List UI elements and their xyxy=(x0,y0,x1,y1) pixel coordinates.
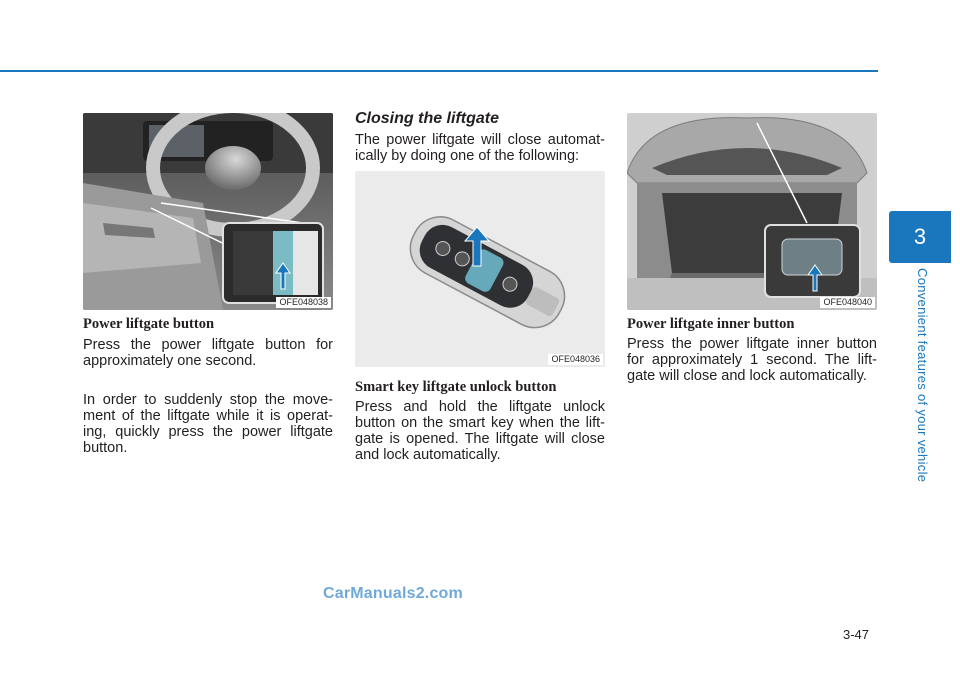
figure-code: OFE048036 xyxy=(548,354,603,365)
smart-key-heading: Smart key liftgate unlock button xyxy=(355,379,557,395)
inner-button-photo xyxy=(627,113,877,310)
paragraph-press: Press the power liftgate button for approximately one second. xyxy=(83,337,333,369)
dashboard-illustration xyxy=(83,113,333,310)
power-liftgate-button-heading: Power liftgate button xyxy=(83,316,215,332)
chapter-number: 3 xyxy=(913,224,927,249)
smart-key-paragraph: Press and hold the liftgate unlock button on the smart key when the lift-gate is opened. The liftgate will close and lock automatically. xyxy=(355,399,605,463)
figure-code: OFE048038 xyxy=(276,297,331,308)
inner-button-paragraph: Press the power liftgate inner button for approximately 1 second. The lift-gate will close and lock automatically. xyxy=(627,336,877,384)
inner-button-heading: Power liftgate inner button xyxy=(627,316,795,332)
page-number: 3-47 xyxy=(843,627,870,642)
smart-key-photo xyxy=(355,171,605,367)
paragraph-stop: In order to suddenly stop the move-ment of the liftgate while it is operat-ing, quickly press the power liftgate button. xyxy=(83,392,333,456)
chapter-tab[interactable] xyxy=(889,211,951,263)
liftgate-illustration xyxy=(627,113,877,310)
chapter-title: Convenient features of your vehicle xyxy=(915,268,930,483)
closing-intro: The power liftgate will close automat-ically by doing one of the following: xyxy=(355,132,605,164)
figure-code: OFE048040 xyxy=(820,297,875,308)
power-liftgate-button-photo xyxy=(83,113,333,310)
smart-key-illustration xyxy=(355,171,605,367)
watermark-link[interactable]: CarManuals2.com xyxy=(323,585,463,602)
closing-liftgate-title: Closing the liftgate xyxy=(355,110,499,127)
header-rule xyxy=(0,70,878,72)
